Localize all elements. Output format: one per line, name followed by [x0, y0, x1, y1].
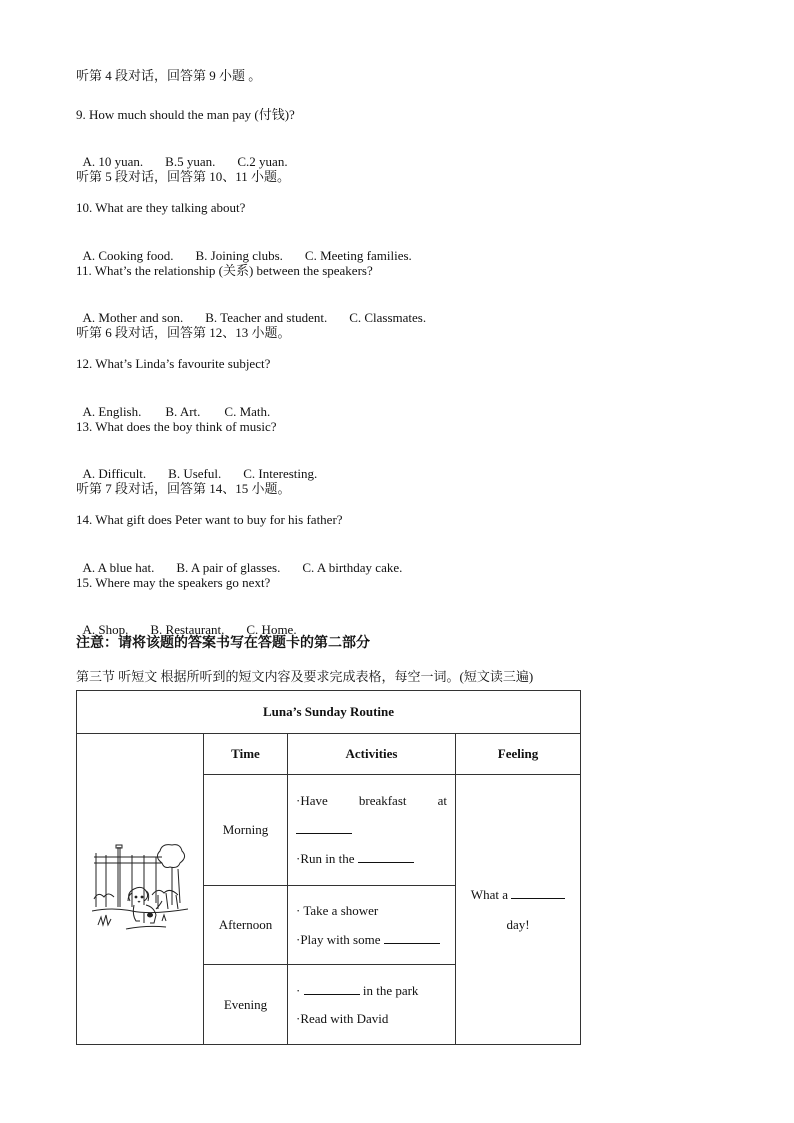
question-11-stem: 11. What’s the relationship (关系) between the speakers?: [76, 263, 373, 278]
question-14-options: [76, 544, 402, 576]
activities-evening: [288, 965, 456, 1045]
option-c: C.2 yuan.: [237, 154, 288, 169]
question-10-stem: 10. What are they talking about?: [76, 200, 246, 215]
answer-blank-4[interactable]: [304, 982, 360, 995]
option-b: B. Art.: [165, 404, 201, 419]
question-9-stem: 9. How much should the man pay (付钱)?: [76, 107, 295, 122]
activities-afternoon: [288, 886, 456, 965]
evening-activity-2: ·Read with David: [296, 1011, 389, 1026]
section-3-instruction: 第三节 听短文 根据所听到的短文内容及要求完成表格，每空一词。(短文读三遍): [76, 669, 534, 684]
routine-table: [76, 690, 581, 1045]
option-b: B. A pair of glasses.: [176, 560, 281, 575]
answer-blank-2[interactable]: [358, 850, 414, 863]
option-c: C. Home.: [246, 622, 297, 637]
time-afternoon: Afternoon: [204, 886, 288, 965]
dialog-5-instruction: 听第 5 段对话，回答第 10、11 小题。: [76, 169, 291, 184]
option-c: C. Math.: [224, 404, 271, 419]
option-a: A. Difficult.: [82, 466, 147, 481]
option-a: A. 10 yuan.: [82, 154, 144, 169]
question-11-options: [76, 294, 426, 326]
question-13-options: [76, 450, 317, 482]
answer-sheet-notice: 注意：请将该题的答案书写在答题卡的第二部分: [76, 636, 370, 651]
option-b: B. Restaurant.: [150, 622, 225, 637]
activity-text: ·Run in the: [296, 851, 358, 866]
option-c: C. Interesting.: [243, 466, 318, 481]
question-9-options: [76, 138, 288, 170]
option-b: B. Useful.: [168, 466, 222, 481]
option-a: A. Shop.: [82, 622, 129, 637]
option-a: A. English.: [82, 404, 142, 419]
morning-activity-1: [296, 793, 447, 809]
question-13-stem: 13. What does the boy think of music?: [76, 419, 277, 434]
morning-activity-2: [296, 850, 447, 867]
time-morning: Morning: [204, 775, 288, 886]
feeling-cell: [456, 775, 581, 1045]
question-15-stem: 15. Where may the speakers go next?: [76, 575, 271, 590]
question-12-options: [76, 388, 270, 420]
option-c: C. Meeting families.: [304, 248, 412, 263]
header-time: Time: [204, 734, 288, 775]
option-c: C. A birthday cake.: [302, 560, 403, 575]
answer-blank-1[interactable]: [296, 821, 352, 834]
word: breakfast: [358, 793, 407, 808]
illustration-cell: [77, 734, 204, 1045]
afternoon-activity-2: [296, 931, 447, 948]
afternoon-activity-1: · Take a shower: [296, 902, 379, 918]
answer-blank-feeling[interactable]: [511, 886, 565, 899]
option-b: B.5 yuan.: [165, 154, 216, 169]
dialog-4-instruction: 听第 4 段对话，回答第 9 小题 。: [76, 68, 262, 83]
question-10-options: [76, 232, 412, 264]
evening-activity-1: [296, 982, 447, 999]
time-evening: Evening: [204, 965, 288, 1045]
word: at: [437, 793, 447, 808]
option-c: C. Classmates.: [349, 310, 427, 325]
table-title: Luna’s Sunday Routine: [77, 691, 581, 734]
option-b: B. Teacher and student.: [205, 310, 328, 325]
feeling-prefix: What a: [470, 887, 512, 902]
feeling-line-1: [464, 886, 572, 903]
option-b: B. Joining clubs.: [195, 248, 283, 263]
question-12-stem: 12. What’s Linda’s favourite subject?: [76, 356, 271, 371]
activity-text: in the park: [359, 983, 419, 998]
activity-text: ·Play with some: [296, 931, 384, 947]
option-a: A. Mother and son.: [82, 310, 184, 325]
question-14-stem: 14. What gift does Peter want to buy for his father?: [76, 512, 343, 527]
activities-morning: [288, 775, 456, 886]
dialog-6-instruction: 听第 6 段对话，回答第 12、13 小题。: [76, 325, 291, 340]
dialog-7-instruction: 听第 7 段对话，回答第 14、15 小题。: [76, 481, 291, 496]
answer-blank-3[interactable]: [384, 931, 440, 944]
question-15-options: [76, 606, 297, 638]
feeling-suffix: day!: [506, 917, 530, 932]
option-a: A. A blue hat.: [82, 560, 155, 575]
option-a: A. Cooking food.: [82, 248, 174, 263]
header-feeling: Feeling: [456, 734, 581, 775]
word: ·Have: [296, 793, 328, 808]
header-activities: Activities: [288, 734, 456, 775]
dog-in-yard-illustration: [92, 843, 188, 935]
activity-text: ·: [296, 983, 304, 998]
